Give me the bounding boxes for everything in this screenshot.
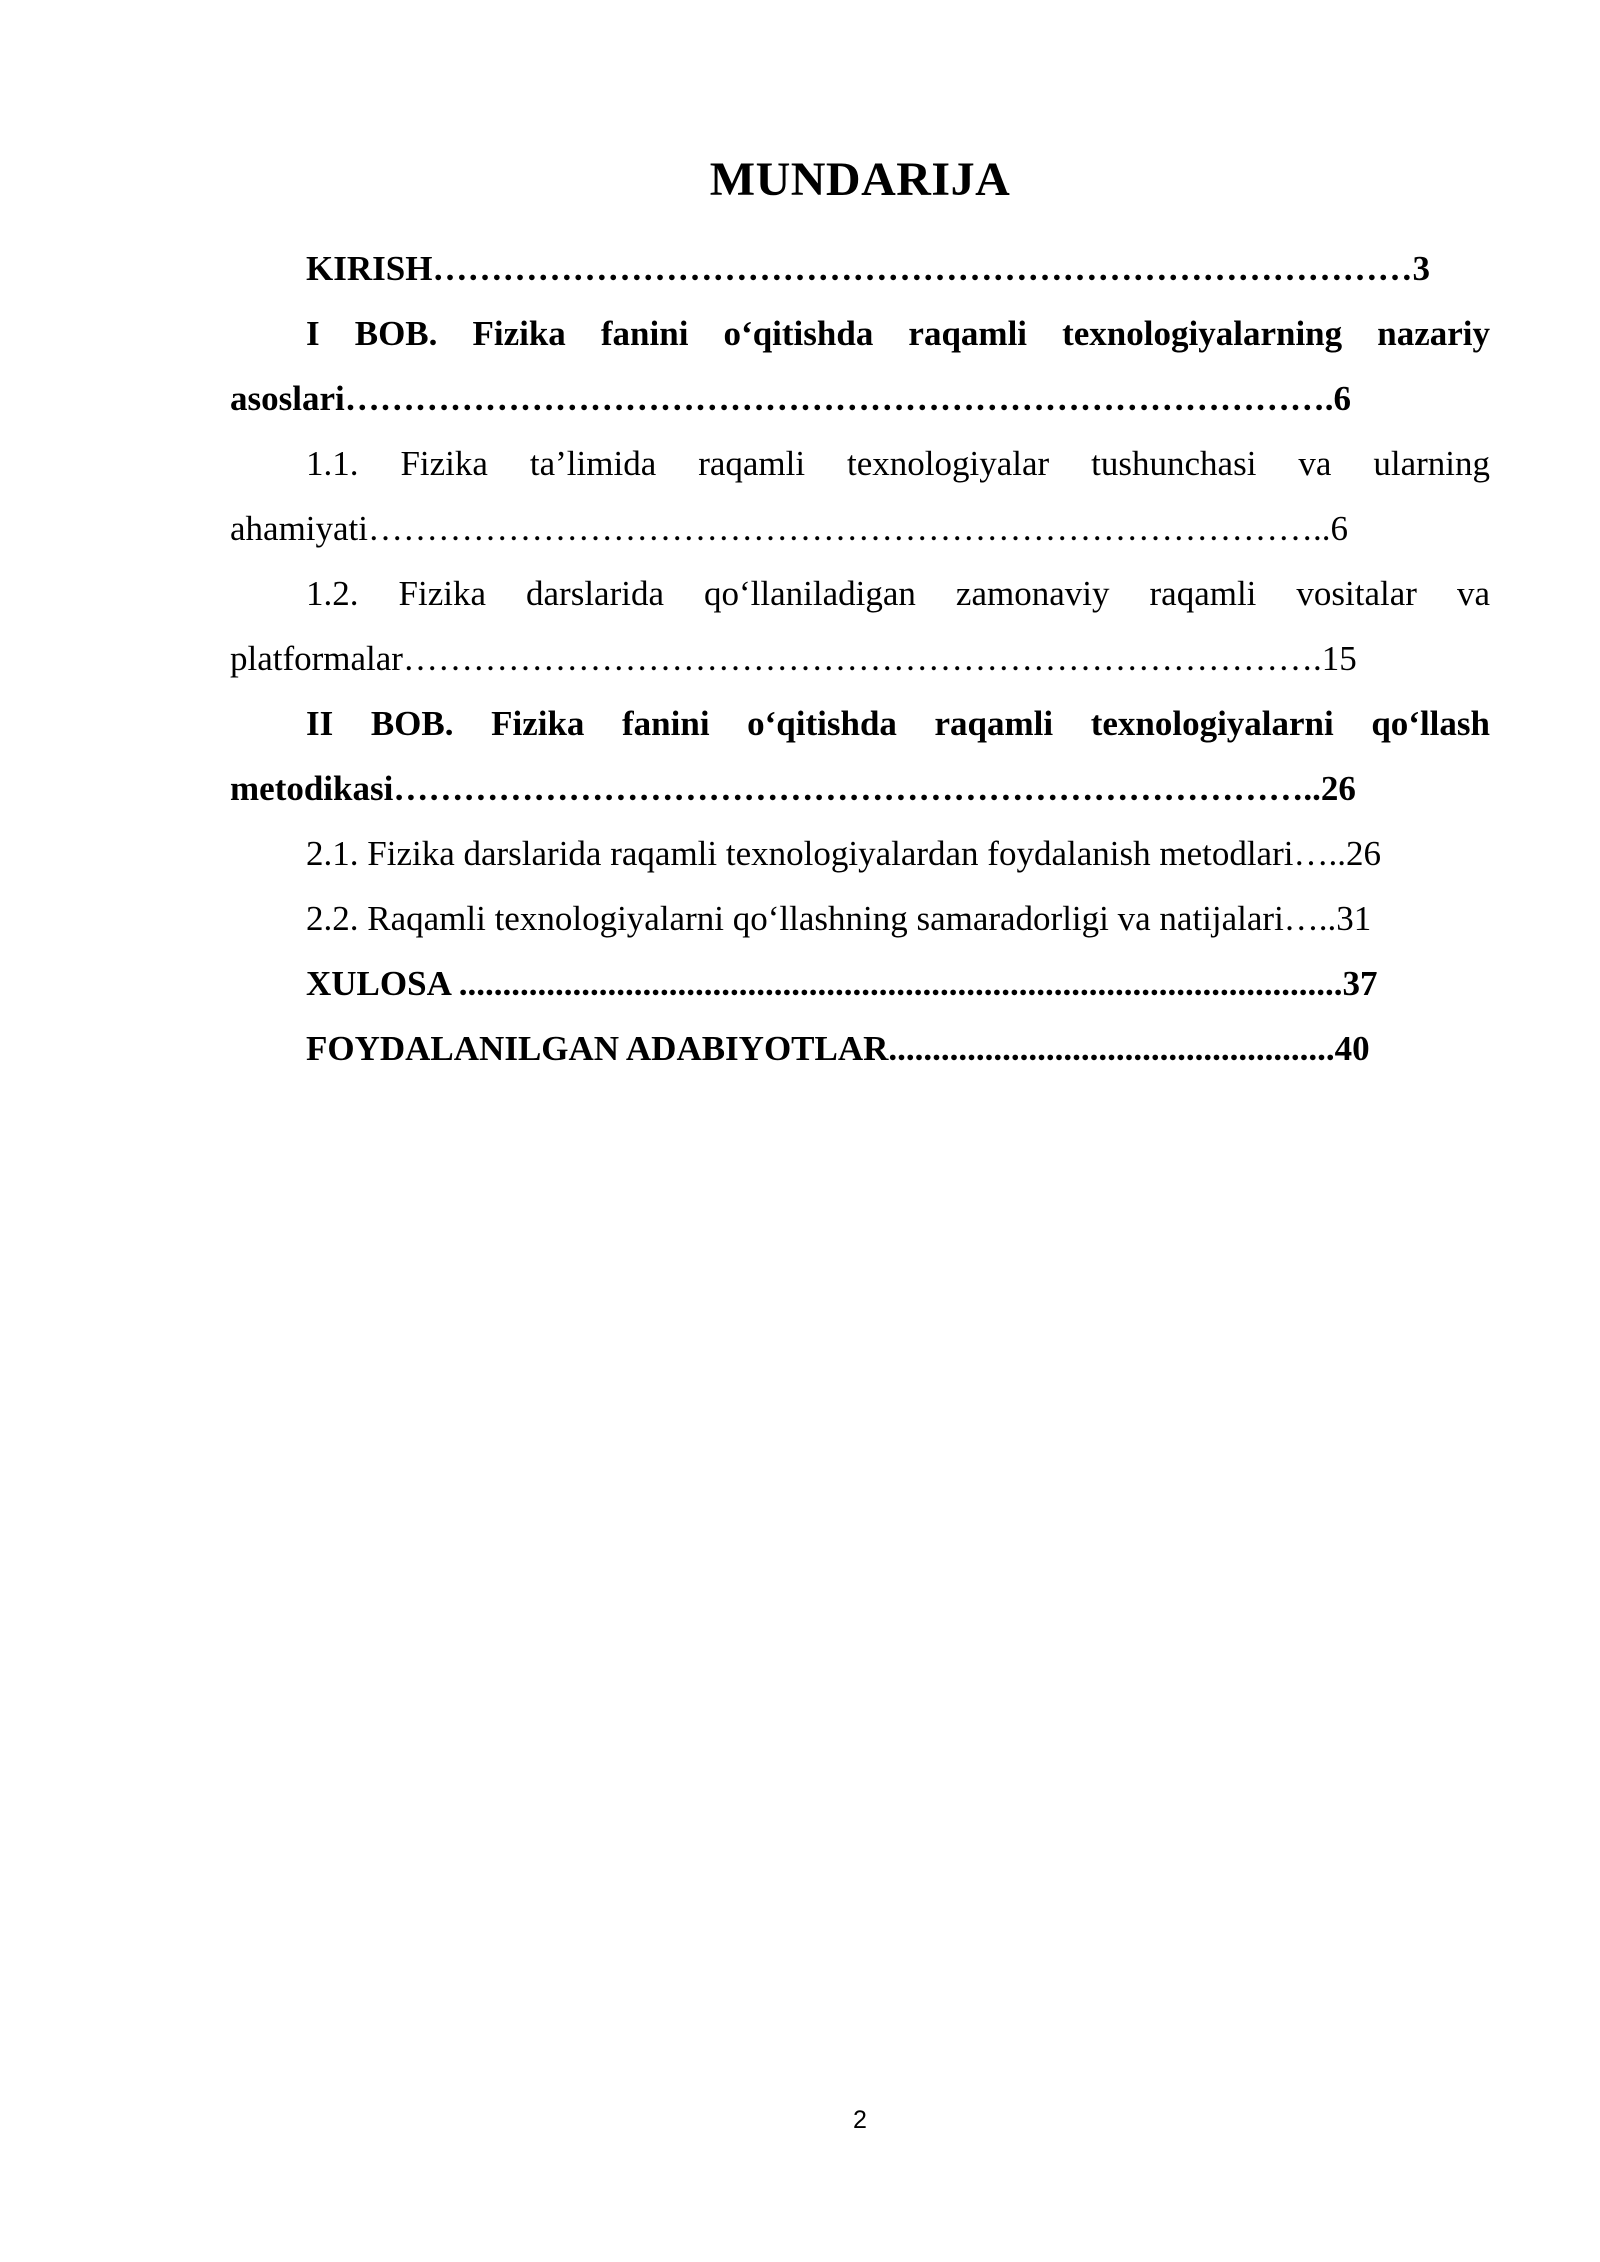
toc-entry-label: XULOSA [306,964,459,1003]
toc-page-number: ..26 [1328,834,1381,873]
toc-page-number: ..26 [1303,769,1356,808]
toc-entry-label: asoslari [230,379,345,418]
toc-leader-dots: …………………………………………………………………… [393,769,1304,808]
toc-entry-label: FOYDALANILGAN ADABIYOTLAR [306,1029,889,1068]
toc-entry-section-1-2-line2[interactable] [230,626,1490,691]
toc-page-number: 37 [1342,964,1378,1003]
toc-entry-xulosa[interactable] [230,951,1490,1016]
toc-entry-label: 2.2. Raqamli texnologiyalarni qo‘llashning samaradorligi va natijalari… [306,899,1319,938]
toc-entry-label: platformalar [230,639,403,678]
toc-entry-label: ahamiyati [230,509,369,548]
toc-leader-dots: ..................................................................................................... [458,964,1343,1003]
toc-page-number: ..31 [1318,899,1372,938]
toc-leader-dots: ………………………………………………………………………… [344,379,1325,418]
toc-leader-dots: ………………………………………………………………………… [432,249,1413,288]
toc-leader-dots: …………………………………………………………………… [402,639,1313,678]
page-number: 2 [853,2106,867,2134]
toc-page-number: .6 [1321,509,1349,548]
toc-page-number: .6 [1324,379,1351,418]
toc-entry-chapter-1-line2[interactable] [230,366,1490,431]
toc-entry-label: metodikasi [230,769,394,808]
toc-page-number: 3 [1412,249,1430,288]
table-of-contents [230,236,1490,1081]
toc-entry-section-2-2[interactable] [230,886,1490,951]
toc-leader-dots: ................................................... [888,1029,1335,1068]
toc-entry-kirish[interactable] [230,236,1490,301]
toc-entry-chapter-2-line1[interactable]: II BOB. Fizika fanini o‘qitishda raqamli texnologiyalarni qo‘llash [306,704,1490,743]
toc-page-number: .15 [1312,639,1357,678]
toc-entry-section-1-1-line1[interactable]: 1.1. Fizika ta’limida raqamli texnologiyalar tushunchasi va ularning [306,444,1490,483]
toc-entry-chapter-1-line1[interactable]: I BOB. Fizika fanini o‘qitishda raqamli texnologiyalarning nazariy [306,314,1490,353]
toc-entry-adabiyotlar[interactable] [230,1016,1490,1081]
toc-entry-section-1-2-line1[interactable]: 1.2. Fizika darslarida qo‘llaniladigan zamonaviy raqamli vositalar va [306,574,1490,613]
toc-page-number: 40 [1334,1029,1370,1068]
toc-entry-section-1-1-line2[interactable] [230,496,1490,561]
toc-entry-label: KIRISH [306,249,433,288]
toc-entry-section-2-1[interactable] [230,821,1490,886]
toc-leader-dots: ………………………………………………………………………. [368,509,1322,548]
toc-entry-chapter-2-line2[interactable] [230,756,1490,821]
toc-entry-label: 2.1. Fizika darslarida raqamli texnologiyalardan foydalanish metodlari… [306,834,1329,873]
page-title: MUNDARIJA [709,153,1011,206]
